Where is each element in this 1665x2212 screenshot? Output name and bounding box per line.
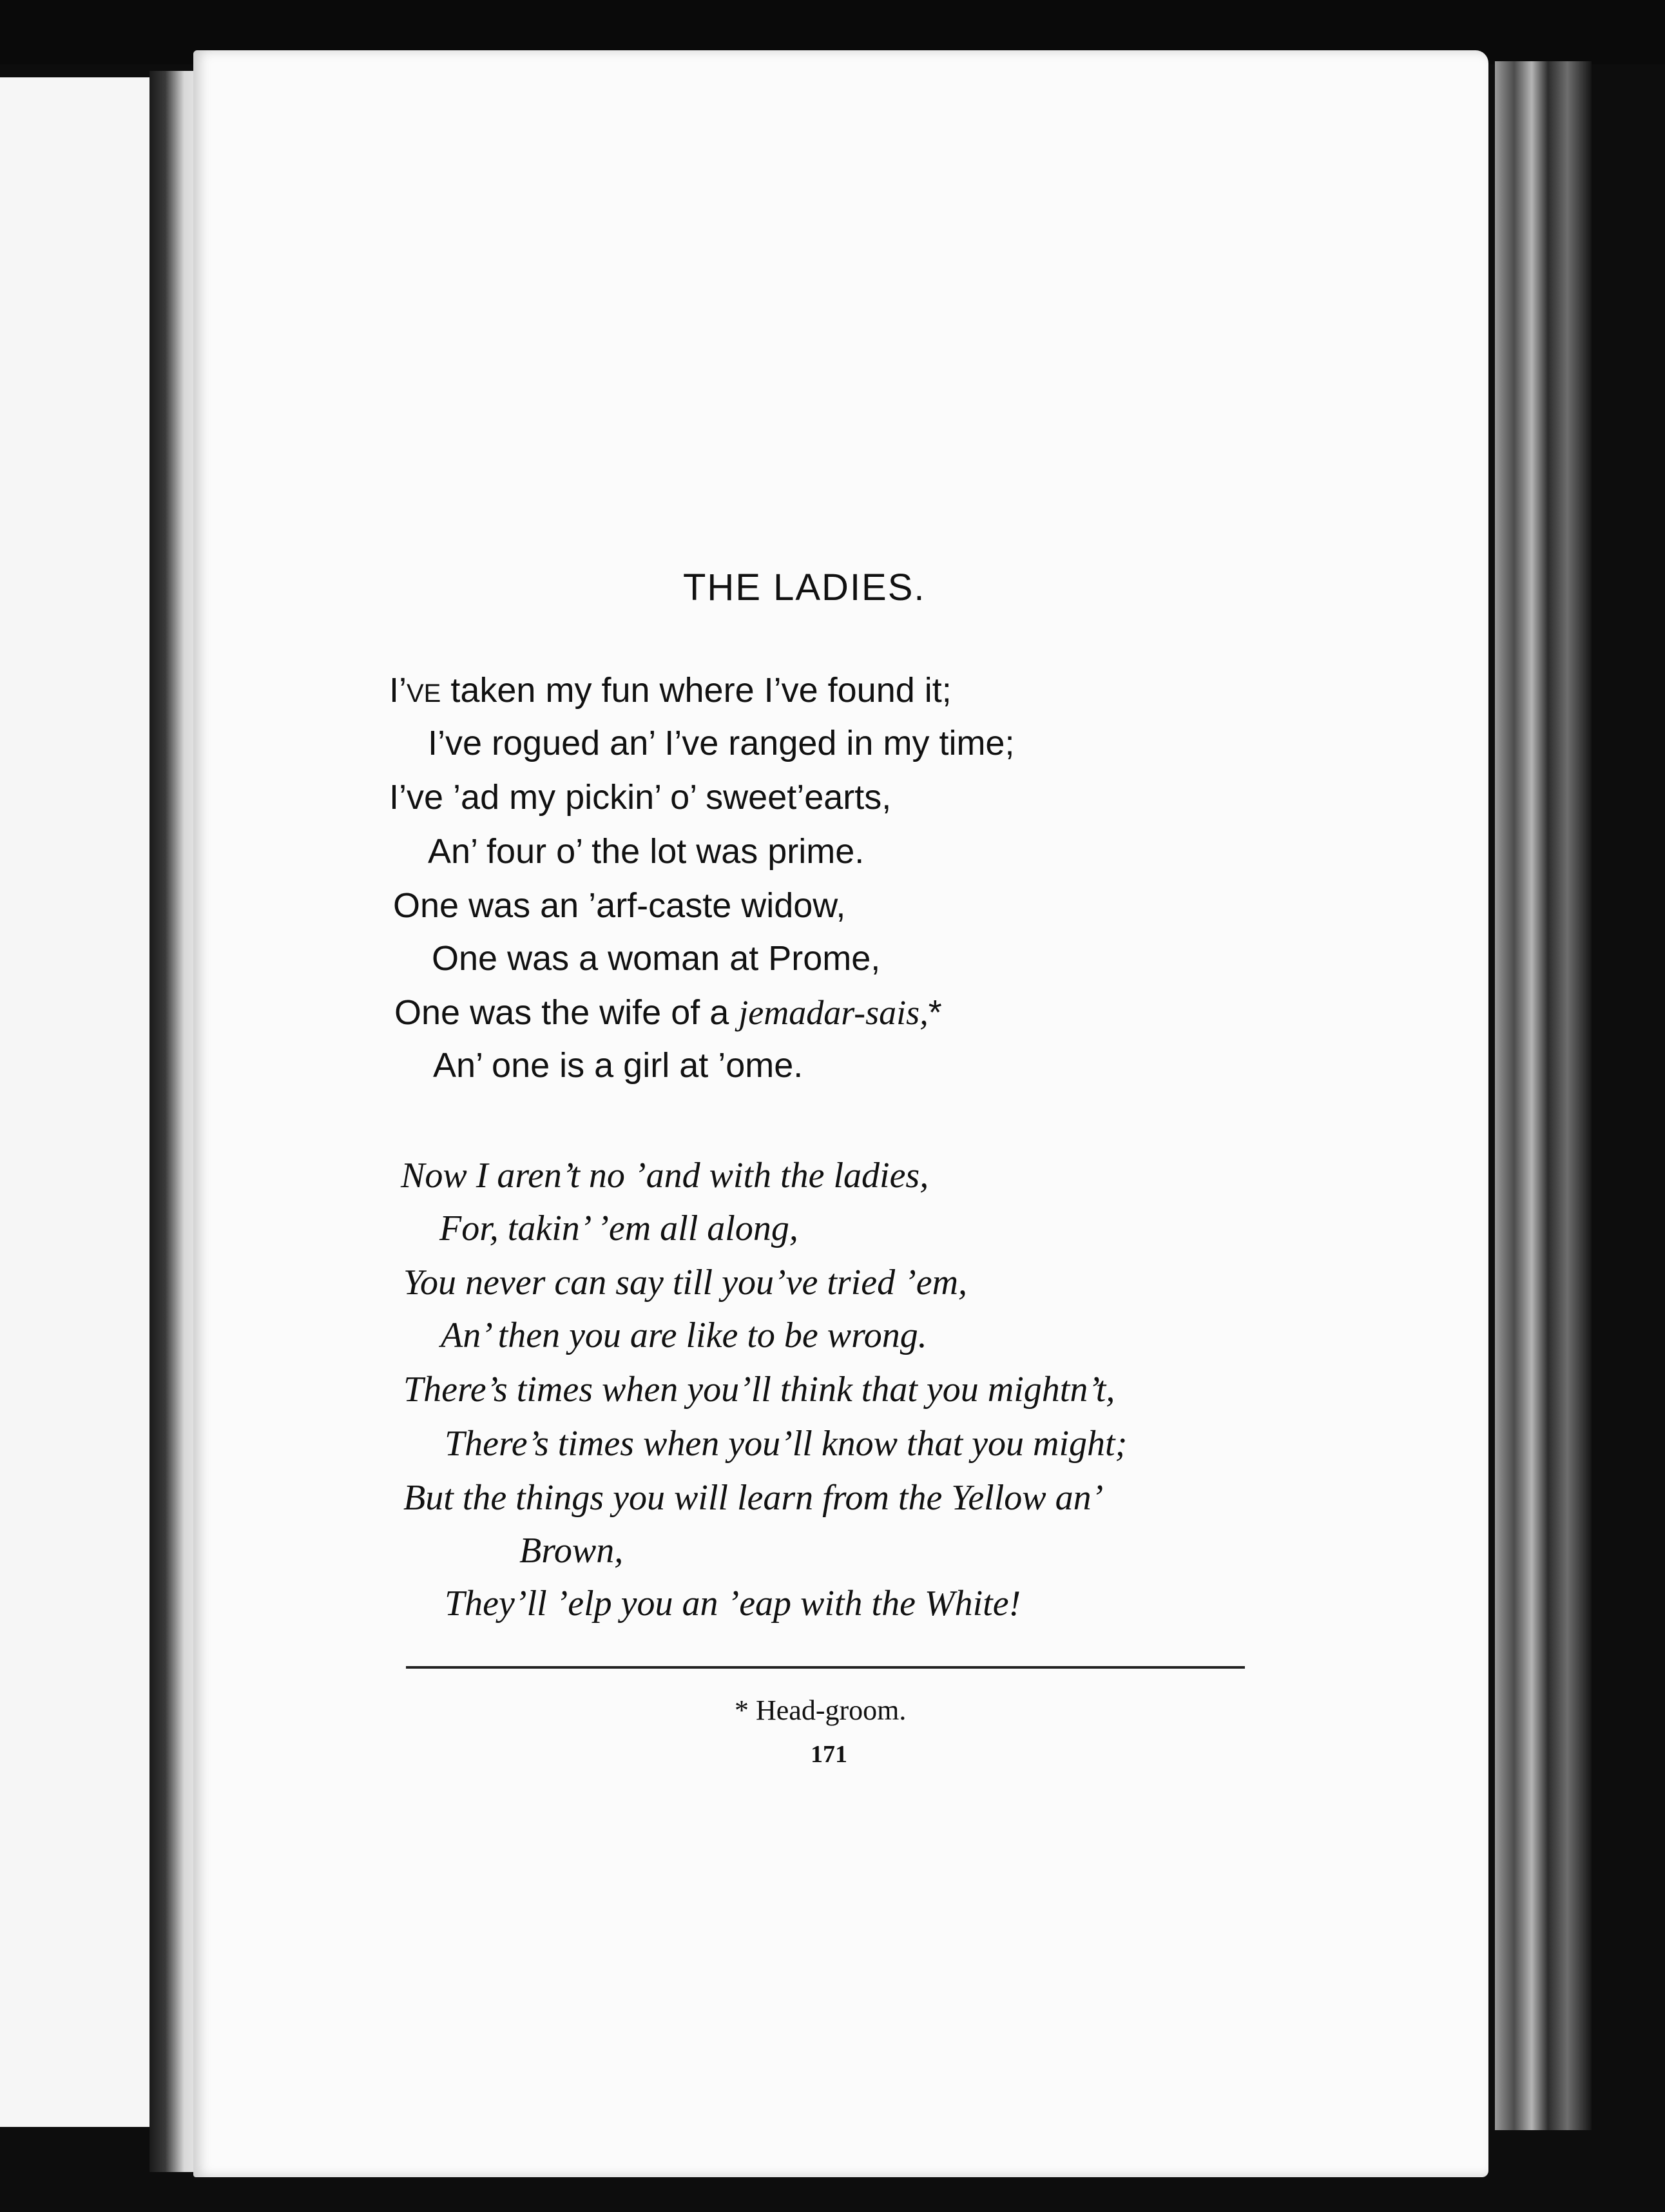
italic-term: jemadar-sais, (738, 993, 929, 1032)
refrain-line-5: There’s times when you’ll think that you mightn’t, (403, 1370, 1115, 1410)
footnote: * Head-groom. (735, 1694, 907, 1726)
refrain-line-6: There’s times when you’ll know that you might; (445, 1424, 1128, 1464)
stanza1-line-7 (394, 993, 942, 1033)
refrain-line-7: But the things you will learn from the Yellow an’ (403, 1478, 1104, 1518)
line-text: One was the wife of a (394, 993, 739, 1032)
refrain-line-1: Now I aren’t no ’and with the ladies, (401, 1156, 929, 1196)
refrain-line-4: An’ then you are like to be wrong. (441, 1315, 927, 1355)
line-text: taken my fun where I’ve found it; (441, 671, 952, 710)
stanza1-line-5: One was an ’arf-caste widow, (393, 886, 846, 925)
stanza1-line-4: An’ four o’ the lot was prime. (428, 832, 865, 871)
poem-title: THE LADIES. (683, 567, 926, 608)
footnote-divider (406, 1666, 1245, 1669)
refrain-line-3: You never can say till you’ve tried ’em, (403, 1263, 968, 1303)
page-number: 171 (811, 1741, 847, 1768)
stanza1-line-6: One was a woman at Prome, (432, 939, 881, 978)
stanza1-line-8: An’ one is a girl at ’ome. (433, 1046, 804, 1085)
small-caps: VE (407, 679, 441, 708)
stanza1-line-2: I’ve rogued an’ I’ve ranged in my time; (428, 724, 1015, 762)
refrain-line-2: For, takin’ ’em all along, (439, 1208, 798, 1248)
stanza1-line-1 (389, 670, 952, 710)
stanza1-line-3: I’ve ’ad my pickin’ o’ sweet’earts, (389, 778, 892, 817)
refrain-line-8: Brown, (519, 1531, 624, 1571)
footnote-marker: * (928, 993, 942, 1032)
drop-cap: I’ (389, 671, 407, 710)
refrain-line-9: They’ll ’elp you an ’eap with the White! (445, 1584, 1021, 1624)
